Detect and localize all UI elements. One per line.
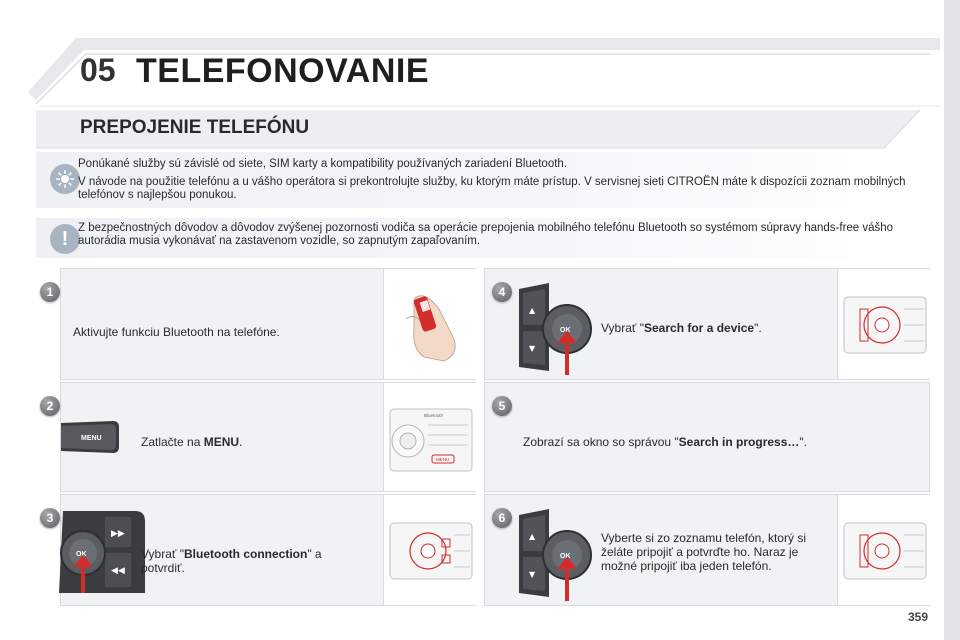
step-6-badge: 6 [492,508,512,528]
step-6-panel [484,494,930,606]
ok-knob-updown-image-6 [509,507,599,603]
step-4-text-bold: Search for a device [644,321,755,335]
svg-text:▼: ▼ [529,570,536,579]
step-1-badge: 1 [40,282,60,302]
step-3-panel [60,494,476,606]
step-5-text [523,435,923,449]
step-2-text-post: . [239,435,243,449]
step-5-panel [484,382,930,492]
step-3-text-bold: Bluetooth connection [184,547,308,561]
radio-panel-menu-image [383,383,476,491]
step-3-text-post: " a potvrdiť. [141,547,322,575]
info-line-2: V návode na použitie telefónu a u vášho operátora si prekontrolujte služby, ku ktorým máte prístup. V servisnej sieti CITROËN máte k dispozícii zoznam mobilných telefónov s najlepšou ponukou. [78,176,906,201]
step-2-text [141,435,371,449]
step-2-panel [60,382,476,492]
menu-button-image [61,417,121,457]
chapter-number: 05 [80,52,116,88]
info-note [36,152,916,208]
step-1-text: Aktivujte funkciu Bluetooth na telefóne. [73,325,280,339]
info-line-1: Ponúkané služby sú závislé od siete, SIM karty a kompatibility používaných zariadení Bluetooth. [78,158,568,170]
step-5-text-pre: Zobrazí sa okno so správou " [523,435,679,449]
warning-text: Z bezpečnostných dôvodov a dôvodov zvýšenej pozornosti vodiča sa operácie prepojenia mobilného telefónu Bluetooth so systémom súpravy hands-free vášho autorádia musia vykonávať na zastavenom vozidle, so zapnutým zapaľovaním. [78,222,894,247]
svg-text:▲: ▲ [529,306,536,315]
step-4-text-post: ". [754,321,762,335]
chapter-title: TELEFONOVANIE [136,52,429,90]
svg-text:▲: ▲ [529,532,536,541]
radio-panel-knob-image-6 [837,495,930,605]
page-number: 359 [908,610,929,624]
step-3-text [141,547,341,575]
step-6-text: Vyberte si zo zoznamu telefón, ktorý si želáte pripojiť a potvrďte ho. Naraz je možné pripojiť iba jeden telefón. [601,531,806,573]
warning-exclamation-icon: ! [50,224,80,254]
radio-panel-knob-image-3 [383,495,476,605]
step-5-text-bold: Search in progress… [678,435,800,449]
warning-note [36,218,916,258]
step-3-badge: 3 [40,508,60,528]
menu-button-label: MENU [81,435,102,442]
bluetooth-label: Bluetooth [424,413,444,418]
svg-text:▶▶: ▶▶ [111,529,125,539]
info-sun-icon [50,164,80,194]
svg-text:▼: ▼ [529,344,536,353]
step-4-badge: 4 [492,282,512,302]
step-1-panel [60,268,476,380]
radio-panel-knob-image-4 [837,269,930,379]
step-4-text-pre: Vybrať " [601,321,644,335]
ok-label-step6: OK [560,553,571,560]
ok-label-step3: OK [76,551,87,558]
step-2-badge: 2 [40,396,60,416]
step-3-text-pre: Vybrať " [141,547,184,561]
ok-knob-updown-image-4 [509,281,599,377]
svg-text:◀◀: ◀◀ [111,566,125,576]
phone-hand-image [383,269,476,379]
step-5-text-post: ". [799,435,807,449]
ok-label-step4: OK [560,327,571,334]
step-2-text-pre: Zatlačte na [141,435,204,449]
step-2-text-bold: MENU [203,435,240,449]
step-4-text [601,321,831,335]
step-5-badge: 5 [492,396,512,416]
step-4-panel [484,268,930,380]
section-title: PREPOJENIE TELEFÓNU [80,117,310,138]
radio-menu-label: MENU [436,457,450,462]
